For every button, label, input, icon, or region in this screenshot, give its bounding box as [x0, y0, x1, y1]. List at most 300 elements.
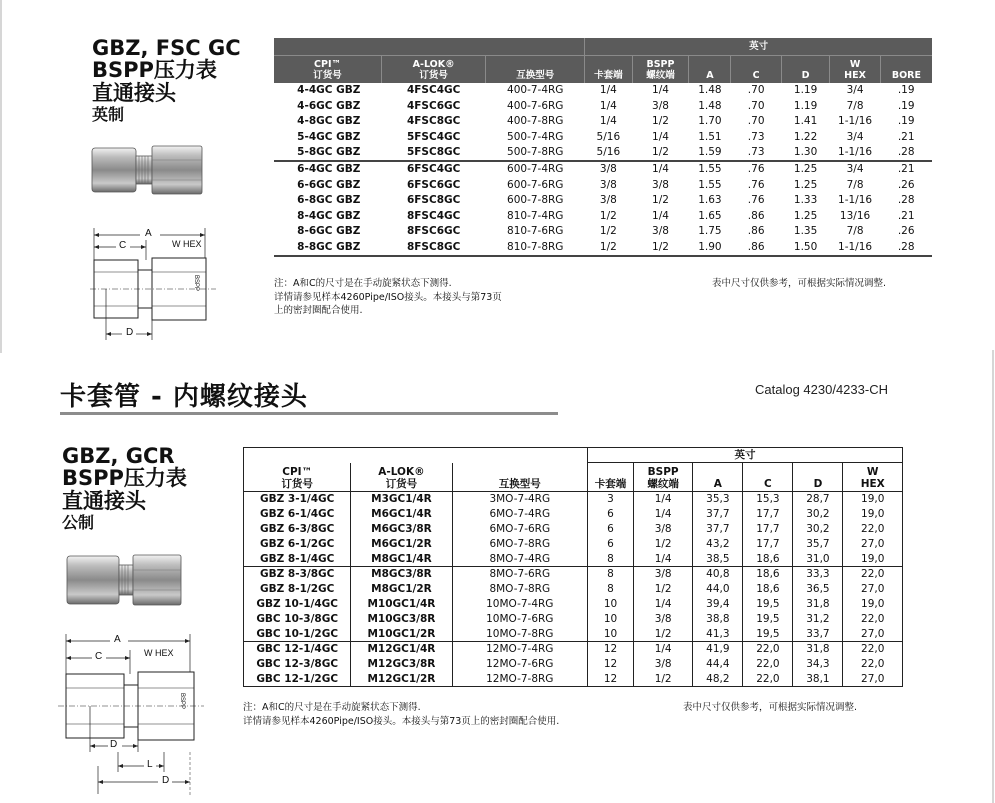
table-cell: .76	[747, 194, 765, 207]
table-cell: 1/2	[633, 582, 692, 597]
table-cell: 18,6	[743, 567, 793, 582]
table-cell: 600-7-4RG	[486, 161, 585, 177]
right-separator-line	[992, 350, 994, 803]
table-cell: 17,7	[743, 507, 793, 522]
table-cell: 1/2	[633, 672, 692, 687]
table-cell: GBC 12-1/2GC	[244, 672, 351, 687]
table-cell: 37,7	[693, 522, 743, 537]
table-row	[274, 240, 932, 256]
table-cell: GBC 12-1/4GC	[244, 642, 351, 657]
table-cell: 1/4	[633, 552, 692, 567]
table-cell: 4FSC4GC	[406, 84, 461, 97]
table-cell: 17,7	[743, 537, 793, 552]
section2-note-line1: 注：A和C的尺寸是在手动旋紧状态下测得.	[243, 702, 421, 713]
table-cell: 22,0	[743, 657, 793, 672]
section1-dim-whex-label: W HEX	[172, 239, 202, 249]
table-row	[274, 145, 932, 161]
table-cell: 1-1/16	[838, 194, 873, 207]
table-cell: GBZ 8-1/4GC	[244, 552, 351, 567]
table-cell: .26	[897, 178, 915, 191]
table-cell: .28	[897, 194, 915, 207]
table-cell: 1/2	[652, 115, 669, 128]
table-cell: 1-1/16	[838, 240, 873, 253]
table-cell: GBZ 6-1/2GC	[244, 537, 351, 552]
table-cell: 1.48	[698, 99, 722, 112]
table-row	[274, 99, 932, 115]
table-cell: 41,9	[693, 642, 743, 657]
section1-col-c: C	[731, 55, 782, 83]
table-cell: 31,2	[793, 612, 843, 627]
table-cell: 10	[588, 627, 634, 642]
table-cell: 33,3	[793, 567, 843, 582]
table-cell: 1/2	[633, 537, 692, 552]
table-cell: 1/2	[652, 240, 669, 253]
table-cell: 1/4	[633, 492, 692, 507]
table-cell: .21	[897, 131, 915, 144]
table-cell: 18,6	[743, 552, 793, 567]
table-cell: 17,7	[743, 522, 793, 537]
table-cell: 22,0	[743, 642, 793, 657]
table-cell: 30,2	[793, 507, 843, 522]
section2-col-tube-end: 卡套端	[588, 463, 634, 492]
table-cell: 13/16	[839, 209, 871, 222]
table-cell: M8GC1/2R	[351, 582, 452, 597]
table-cell: 28,7	[793, 492, 843, 507]
table-cell: GBC 10-1/2GC	[244, 627, 351, 642]
table-cell: 8MO-7-4RG	[452, 552, 588, 567]
table-cell: 4-6GC GBZ	[297, 99, 361, 112]
table-cell: 810-7-6RG	[507, 225, 564, 238]
table-cell: 22,0	[843, 612, 903, 627]
table-cell: 1/4	[652, 84, 669, 97]
table-cell: 4-4GC GBZ	[297, 84, 361, 97]
section1-dim-d-label: D	[126, 327, 134, 338]
section1-col-bore: BORE	[880, 55, 932, 83]
table-cell: 1.48	[698, 84, 722, 97]
table-cell: 22,0	[743, 672, 793, 687]
table-row	[244, 612, 903, 627]
table-cell: 1/4	[652, 209, 669, 222]
table-row	[274, 224, 932, 240]
table-cell: GBZ 10-1/4GC	[244, 597, 351, 612]
section1-col-d: D	[781, 55, 829, 83]
table-cell: 31,0	[793, 552, 843, 567]
table-cell: 3/4	[846, 131, 864, 144]
section2-fitting-photo	[63, 548, 185, 612]
table-cell: 34,3	[793, 657, 843, 672]
table-cell: 27,0	[843, 582, 903, 597]
table-row	[274, 193, 932, 209]
table-cell: M6GC1/2R	[351, 537, 452, 552]
table-cell: 1-1/16	[838, 115, 873, 128]
table-cell: 3MO-7-4RG	[452, 492, 588, 507]
table-row	[244, 642, 903, 657]
table-cell: GBC 12-3/8GC	[244, 657, 351, 672]
table-cell: M10GC1/2R	[351, 627, 452, 642]
table-row	[244, 507, 903, 522]
table-cell: 31,8	[793, 642, 843, 657]
table-cell: 6	[588, 522, 634, 537]
table-row	[274, 177, 932, 193]
section1-col-alok: A-LOK® 订货号	[382, 55, 486, 83]
section2-group-header: 英寸	[588, 448, 903, 463]
table-cell: 1/2	[652, 146, 669, 159]
table-cell: 1/2	[599, 240, 617, 253]
table-cell: 27,0	[843, 537, 903, 552]
table-cell: 1/4	[652, 131, 669, 144]
table-cell: GBZ 3-1/4GC	[244, 492, 351, 507]
table-cell: 500-7-8RG	[507, 146, 564, 159]
table-cell: 40,8	[693, 567, 743, 582]
table-cell: 1/4	[632, 161, 689, 177]
section1-dim-c-label: C	[119, 240, 127, 251]
table-cell: 1.33	[793, 194, 818, 207]
table-cell: 1.51	[698, 131, 722, 144]
table-cell: 1/2	[652, 194, 669, 207]
table-cell: M12GC1/2R	[351, 672, 452, 687]
section2-title-line1: GBZ, GCR	[62, 444, 175, 468]
section2-col-interchange: 互换型号	[452, 463, 588, 492]
table-cell: 39,4	[693, 597, 743, 612]
table-cell: 12MO-7-6RG	[452, 657, 588, 672]
table-cell: M6GC3/8R	[351, 522, 452, 537]
section1-fitting-photo	[88, 138, 208, 202]
table-cell: 4-8GC GBZ	[297, 115, 361, 128]
table-cell: 10	[588, 597, 634, 612]
table-row	[274, 83, 932, 99]
section1-spec-table	[274, 38, 932, 257]
table-cell: 8	[588, 582, 634, 597]
section1-title	[92, 37, 241, 124]
table-cell: .76	[731, 161, 782, 177]
table-cell: M8GC3/8R	[351, 567, 452, 582]
table-cell: 1.55	[689, 161, 731, 177]
table-cell: 1.25	[793, 178, 818, 191]
table-cell: 38,8	[693, 612, 743, 627]
table-cell: 810-7-4RG	[507, 209, 564, 222]
table-cell: 1.50	[793, 240, 818, 253]
section1-col-cpi: CPI™ 订货号	[274, 55, 382, 83]
section1-note-line3: 上的密封圈配合使用.	[274, 305, 363, 316]
table-cell: 12	[588, 672, 634, 687]
table-cell: 5FSC4GC	[406, 131, 461, 144]
table-cell: 1.63	[698, 194, 722, 207]
table-cell: 10MO-7-8RG	[452, 627, 588, 642]
table-cell: GBC 10-3/8GC	[244, 612, 351, 627]
table-cell: 3/8	[652, 225, 669, 238]
table-cell: GBZ 8-3/8GC	[244, 567, 351, 582]
table-cell: 1.35	[793, 225, 818, 238]
table-cell: M3GC1/4R	[351, 492, 452, 507]
table-cell: 27,0	[843, 672, 903, 687]
table-cell: 44,4	[693, 657, 743, 672]
table-cell: 7/8	[846, 99, 864, 112]
table-cell: 1.25	[793, 209, 818, 222]
table-cell: 5-4GC GBZ	[297, 131, 361, 144]
table-cell: 8	[588, 567, 634, 582]
section1-col-tube-end: 卡套端	[585, 55, 632, 83]
table-cell: 8FSC8GC	[406, 240, 461, 253]
table-cell: .26	[897, 225, 915, 238]
table-cell: 3/8	[633, 567, 692, 582]
table-cell: 19,0	[843, 492, 903, 507]
section2-col-alok: A-LOK® 订货号	[351, 463, 452, 492]
table-cell: GBZ 6-1/4GC	[244, 507, 351, 522]
table-cell: .76	[747, 178, 765, 191]
table-cell: 7/8	[846, 225, 864, 238]
table-row	[244, 672, 903, 687]
table-cell: 22,0	[843, 642, 903, 657]
table-cell: 41,3	[693, 627, 743, 642]
table-cell: 400-7-4RG	[507, 84, 564, 97]
table-cell: 1/4	[599, 84, 617, 97]
table-cell: 15,3	[743, 492, 793, 507]
table-cell: 3/8	[599, 194, 617, 207]
table-cell: .21	[880, 161, 932, 177]
table-cell: 19,0	[843, 597, 903, 612]
section2-col-w-hex: W HEX	[843, 463, 903, 492]
table-cell: 3/8	[652, 178, 669, 191]
table-cell: 35,7	[793, 537, 843, 552]
table-cell: .28	[897, 146, 915, 159]
table-cell: 5/16	[596, 131, 621, 144]
section1-header-spacer	[274, 38, 585, 55]
section1-note-line2: 详情请参见样本4260Pipe/ISO接头。本接头与第73页	[274, 291, 502, 303]
table-cell: M12GC1/4R	[351, 642, 452, 657]
table-cell: .73	[747, 131, 765, 144]
table-cell: .19	[897, 99, 915, 112]
table-cell: 1/4	[599, 99, 617, 112]
table-row	[274, 130, 932, 146]
table-cell: 1-1/16	[838, 146, 873, 159]
catalog-reference: Catalog 4230/4233-CH	[755, 382, 888, 397]
table-cell: 600-7-6RG	[507, 178, 564, 191]
table-cell: 18,6	[743, 582, 793, 597]
table-cell: 12	[588, 642, 634, 657]
table-cell: M10GC3/8R	[351, 612, 452, 627]
table-cell: 35,3	[693, 492, 743, 507]
table-cell: 27,0	[843, 627, 903, 642]
table-cell: 1.22	[793, 131, 818, 144]
section2-title	[62, 445, 187, 532]
table-cell: 38,1	[793, 672, 843, 687]
table-row	[274, 114, 932, 130]
table-cell: 8FSC4GC	[406, 209, 461, 222]
table-cell: 3/8	[585, 161, 632, 177]
table-cell: 43,2	[693, 537, 743, 552]
table-cell: 8	[588, 552, 634, 567]
table-cell: 19,5	[743, 627, 793, 642]
section-heading-underline	[60, 412, 558, 415]
table-cell: 1/4	[633, 507, 692, 522]
table-cell: GBZ 8-1/2GC	[244, 582, 351, 597]
section1-col-interchange: 互换型号	[486, 55, 585, 83]
table-row	[244, 567, 903, 582]
table-cell: 1.90	[698, 240, 722, 253]
table-cell: 19,0	[843, 507, 903, 522]
table-row	[244, 522, 903, 537]
table-cell: 1.19	[793, 84, 818, 97]
section2-col-c: C	[743, 463, 793, 492]
table-row	[244, 492, 903, 507]
section-heading: 卡套管 - 内螺纹接头	[60, 382, 308, 412]
table-cell: 30,2	[793, 522, 843, 537]
section2-note-line2: 详情请参见样本4260Pipe/ISO接头。本接头与第73页上的密封圈配合使用.	[243, 715, 560, 727]
table-cell: 6-4GC GBZ	[274, 161, 382, 177]
section2-dim-d2-label: D	[162, 775, 170, 786]
table-cell: 5FSC8GC	[406, 146, 461, 159]
table-cell: GBZ 6-3/8GC	[244, 522, 351, 537]
section2-col-bspp: BSPP 螺纹端	[633, 463, 692, 492]
table-cell: 12MO-7-8RG	[452, 672, 588, 687]
table-cell: 6FSC8GC	[406, 194, 461, 207]
table-cell: .70	[747, 84, 765, 97]
table-cell: 8MO-7-8RG	[452, 582, 588, 597]
table-cell: 22,0	[843, 567, 903, 582]
section2-title-line3: 直通接头	[62, 488, 146, 513]
table-cell: 1/4	[599, 115, 617, 128]
section2-col-cpi: CPI™ 订货号	[244, 463, 351, 492]
table-cell: 6MO-7-6RG	[452, 522, 588, 537]
table-cell: 8-6GC GBZ	[297, 225, 361, 238]
table-cell: 3/8	[633, 612, 692, 627]
table-cell: 19,5	[743, 597, 793, 612]
table-cell: .70	[747, 115, 765, 128]
table-cell: 1.75	[698, 225, 722, 238]
table-cell: .86	[747, 225, 765, 238]
table-cell: 1.59	[698, 146, 722, 159]
table-cell: 44,0	[693, 582, 743, 597]
section1-title-line1: GBZ, FSC GC	[92, 36, 241, 60]
section2-spec-table	[243, 447, 903, 687]
table-cell: 3/8	[633, 657, 692, 672]
table-row	[244, 657, 903, 672]
table-cell: .19	[897, 115, 915, 128]
section1-body-mark: BSPP	[193, 274, 200, 292]
table-cell: 22,0	[843, 657, 903, 672]
table-cell: M8GC1/4R	[351, 552, 452, 567]
table-cell: 1.41	[793, 115, 818, 128]
table-cell: 3	[588, 492, 634, 507]
table-cell: 8MO-7-6RG	[452, 567, 588, 582]
table-cell: 6-6GC GBZ	[297, 178, 361, 191]
table-cell: 31,8	[793, 597, 843, 612]
section1-note-right: 表中尺寸仅供参考，可根据实际情况调整.	[712, 278, 887, 289]
table-cell: 10MO-7-6RG	[452, 612, 588, 627]
section2-dim-a-label: A	[114, 634, 121, 645]
section2-body-mark: BSPP	[179, 692, 186, 710]
section2-dim-l-label: L	[147, 759, 153, 770]
section2-dim-d-label: D	[110, 739, 118, 750]
section1-note	[274, 277, 502, 318]
table-cell: 1.25	[781, 161, 829, 177]
section2-dim-whex-label: W HEX	[144, 648, 174, 658]
table-cell: 6MO-7-4RG	[452, 507, 588, 522]
table-cell: 6FSC4GC	[382, 161, 486, 177]
table-cell: 3/4	[846, 84, 864, 97]
section1-subtitle: 英制	[92, 105, 125, 125]
table-cell: 3/8	[652, 99, 669, 112]
section1-dim-a-label: A	[145, 228, 152, 239]
table-cell: 1.19	[793, 99, 818, 112]
table-cell: 400-7-8RG	[507, 115, 564, 128]
table-cell: 1.30	[793, 146, 818, 159]
table-cell: 600-7-8RG	[507, 194, 564, 207]
table-cell: 8FSC6GC	[406, 225, 461, 238]
table-cell: 1/4	[633, 642, 692, 657]
table-row	[244, 582, 903, 597]
table-cell: .70	[747, 99, 765, 112]
section1-title-line3: 直通接头	[92, 80, 176, 105]
table-cell: 3/4	[830, 161, 881, 177]
table-cell: 37,7	[693, 507, 743, 522]
table-cell: 12	[588, 657, 634, 672]
table-cell: 1/2	[599, 209, 617, 222]
section1-col-a: A	[689, 55, 731, 83]
table-cell: 1/4	[633, 597, 692, 612]
table-cell: 7/8	[846, 178, 864, 191]
table-cell: 5-8GC GBZ	[297, 146, 361, 159]
table-cell: 6-8GC GBZ	[297, 194, 361, 207]
table-cell: 1/2	[599, 225, 617, 238]
section1-col-w-hex: W HEX	[830, 55, 881, 83]
table-cell: M10GC1/4R	[351, 597, 452, 612]
table-row	[274, 161, 932, 177]
section2-note	[243, 701, 559, 728]
table-cell: 8-8GC GBZ	[297, 240, 361, 253]
table-cell: 500-7-4RG	[507, 131, 564, 144]
table-cell: 10MO-7-4RG	[452, 597, 588, 612]
table-row	[244, 597, 903, 612]
table-row	[244, 627, 903, 642]
table-row	[244, 537, 903, 552]
table-cell: 1.55	[698, 178, 722, 191]
table-cell: 22,0	[843, 522, 903, 537]
table-cell: .73	[747, 146, 765, 159]
table-cell: 1.70	[698, 115, 722, 128]
table-cell: 8-4GC GBZ	[297, 209, 361, 222]
table-cell: 810-7-8RG	[507, 240, 564, 253]
table-cell: 1/2	[633, 627, 692, 642]
table-cell: 38,5	[693, 552, 743, 567]
table-cell: .28	[897, 240, 915, 253]
section1-note-line1: 注：A和C的尺寸是在手动旋紧状态下测得.	[274, 278, 452, 289]
table-cell: 4FSC8GC	[406, 115, 461, 128]
table-cell: 36,5	[793, 582, 843, 597]
table-cell: 6	[588, 537, 634, 552]
table-cell: .19	[897, 84, 915, 97]
section2-subtitle: 公制	[62, 513, 95, 533]
table-cell: 3/8	[599, 178, 617, 191]
table-row	[244, 552, 903, 567]
table-cell: 19,0	[843, 552, 903, 567]
section2-col-a: A	[693, 463, 743, 492]
table-cell: 6FSC6GC	[406, 178, 461, 191]
table-cell: 5/16	[596, 146, 621, 159]
section1-title-line2: BSPP压力表	[92, 58, 217, 83]
table-cell: 4FSC6GC	[406, 99, 461, 112]
table-cell: 1.65	[698, 209, 722, 222]
section1-col-bspp: BSPP 螺纹端	[632, 55, 689, 83]
section1-group-header: 英寸	[585, 38, 932, 55]
table-cell: M12GC3/8R	[351, 657, 452, 672]
left-separator-line	[0, 0, 2, 353]
section2-note-right: 表中尺寸仅供参考，可根据实际情况调整.	[683, 702, 858, 713]
table-cell: M6GC1/4R	[351, 507, 452, 522]
section2-col-d: D	[793, 463, 843, 492]
table-cell: 12MO-7-4RG	[452, 642, 588, 657]
table-cell: 19,5	[743, 612, 793, 627]
